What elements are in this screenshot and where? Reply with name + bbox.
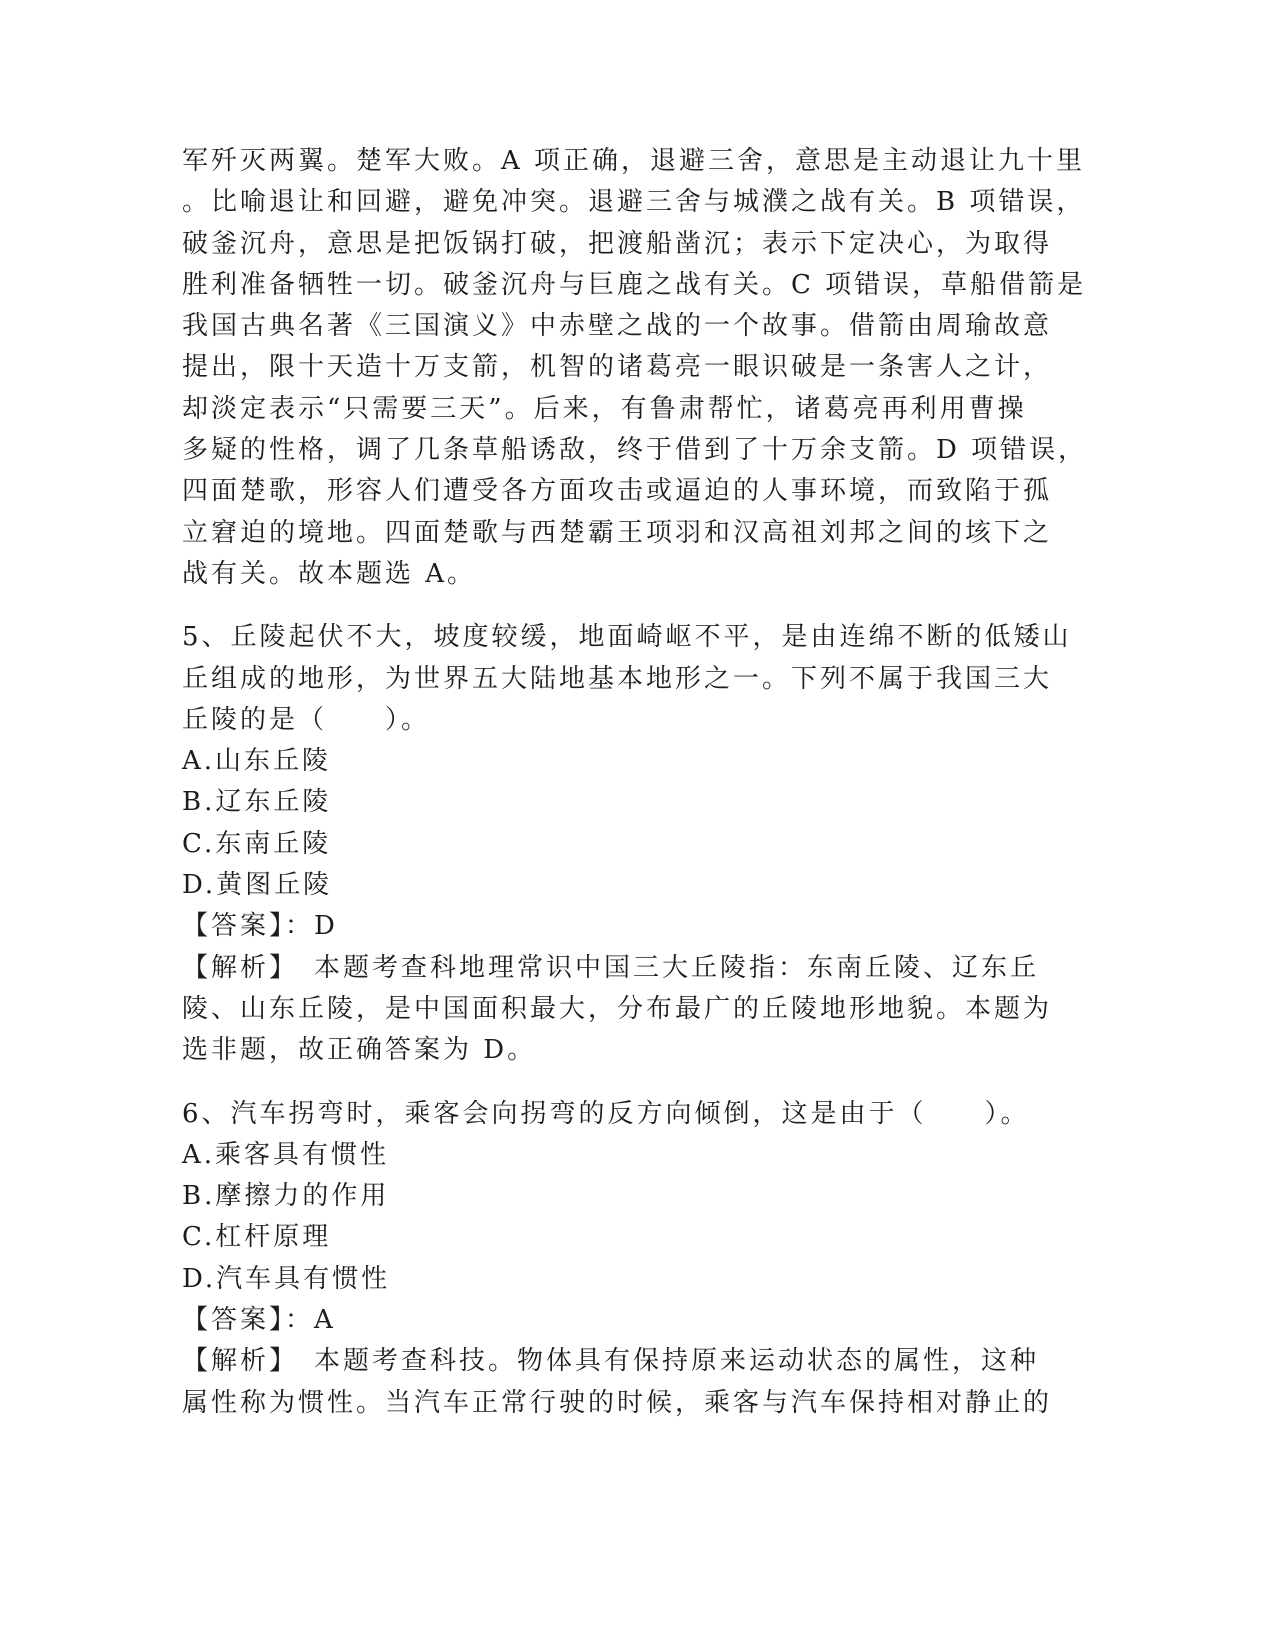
analysis-line: 属性称为惯性。当汽车正常行驶的时候，乘客与汽车保持相对静止的 [182, 1387, 1053, 1418]
text-line: 立窘迫的境地。四面楚歌与西楚霸王项羽和汉高祖刘邦之间的垓下之 [182, 517, 1053, 548]
text-line: 我国古典名著《三国演义》中赤壁之战的一个故事。借箭由周瑜故意 [182, 311, 1053, 342]
question-stem-line: 6、汽车拐弯时，乘客会向拐弯的反方向倾倒，这是由于（ ）。 [182, 1098, 1030, 1129]
text-line: 多疑的性格，调了几条草船诱敌，终于借到了十万余支箭。D 项错误， [182, 435, 1088, 466]
text-line: 军歼灭两翼。楚军大败。A 项正确，退避三舍，意思是主动退让九十里 [182, 146, 1086, 176]
analysis-line: 【解析】 本题考查科地理常识中国三大丘陵指：东南丘陵、辽东丘 [182, 952, 1040, 983]
option-c: C.杠杆原理 [182, 1222, 332, 1253]
analysis-line: 陵、山东丘陵，是中国面积最大，分布最广的丘陵地形地貌。本题为 [182, 993, 1053, 1024]
option-d: D.汽车具有惯性 [182, 1263, 391, 1294]
option-d: D.黄图丘陵 [182, 870, 333, 901]
option-c: C.东南丘陵 [182, 828, 332, 859]
text-line: 却淡定表示“只需要三天”。后来，有鲁肃帮忙，诸葛亮再利用曹操 [182, 393, 1027, 424]
option-a: A.乘客具有惯性 [182, 1139, 390, 1170]
text-line: 战有关。故本题选 A。 [182, 558, 477, 589]
answer-line: 【答案】：A [182, 1305, 336, 1336]
document-page [182, 141, 1088, 1424]
paragraph-gap [182, 595, 1042, 617]
option-a: A.山东丘陵 [182, 746, 332, 777]
analysis-line: 选非题，故正确答案为 D。 [182, 1035, 537, 1066]
answer-line: 【答案】：D [182, 911, 338, 942]
option-b: B.摩擦力的作用 [182, 1181, 390, 1212]
text-line: 提出，限十天造十万支箭，机智的诸葛亮一眼识破是一条害人之计， [182, 352, 1053, 383]
text-line: 。比喻退让和回避，避免冲突。退避三舍与城濮之战有关。B 项错误， [182, 187, 1086, 218]
prev-question-explanation [182, 141, 1088, 595]
question-5 [182, 617, 1072, 1071]
text-line: 胜利准备牺牲一切。破釜沉舟与巨鹿之战有关。C 项错误，草船借箭是 [182, 269, 1087, 300]
paragraph-gap [182, 1072, 1042, 1094]
text-line: 四面楚歌，形容人们遭受各方面攻击或逼迫的人事环境，而致陷于孤 [182, 476, 1053, 507]
text-line: 破釜沉舟，意思是把饭锅打破，把渡船凿沉；表示下定决心，为取得 [182, 228, 1053, 259]
question-6 [182, 1094, 1053, 1424]
option-b: B.辽东丘陵 [182, 787, 332, 818]
question-stem-line: 丘陵的是（ ）。 [182, 704, 431, 735]
question-stem-line: 5、丘陵起伏不大，坡度较缓，地面崎岖不平，是由连绵不断的低矮山 [182, 622, 1072, 653]
question-stem-line: 丘组成的地形，为世界五大陆地基本地形之一。下列不属于我国三大 [182, 663, 1053, 694]
analysis-line: 【解析】 本题考查科技。物体具有保持原来运动状态的属性，这种 [182, 1346, 1040, 1377]
